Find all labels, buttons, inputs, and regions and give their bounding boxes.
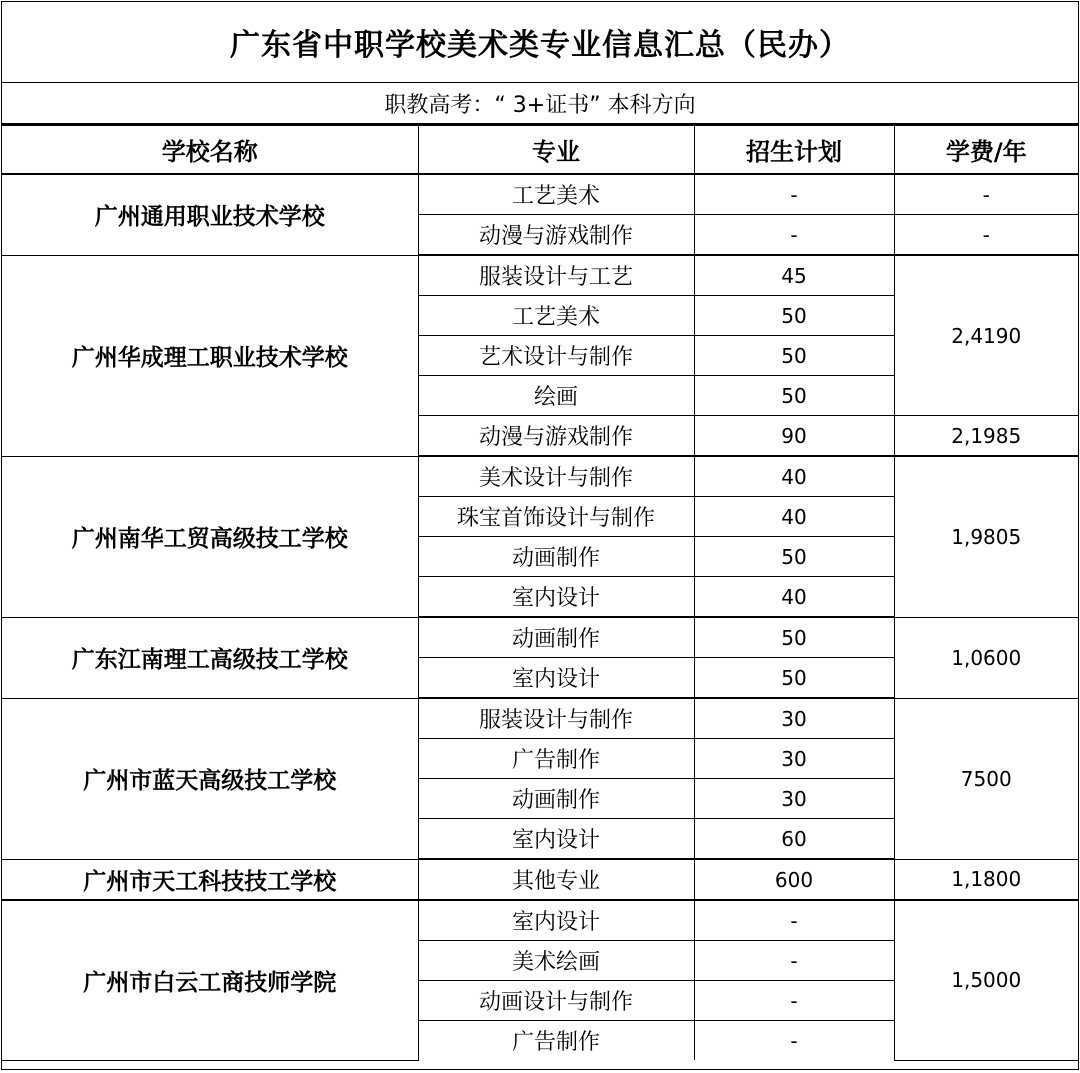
header-row bbox=[2, 126, 1078, 175]
plan-cell: 50 bbox=[694, 537, 894, 577]
plan-cell: - bbox=[694, 215, 894, 256]
major-cell: 广告制作 bbox=[418, 1021, 694, 1061]
fee-cell: 1,5000 bbox=[894, 900, 1078, 1060]
plan-cell: 600 bbox=[694, 859, 894, 900]
major-cell: 珠宝首饰设计与制作 bbox=[418, 497, 694, 537]
major-cell: 动漫与游戏制作 bbox=[418, 416, 694, 457]
major-cell: 室内设计 bbox=[418, 819, 694, 860]
school-name: 广州华成理工职业技术学校 bbox=[2, 255, 418, 456]
major-cell: 绘画 bbox=[418, 376, 694, 416]
major-cell: 美术设计与制作 bbox=[418, 456, 694, 497]
major-cell: 室内设计 bbox=[418, 577, 694, 618]
plan-cell: 50 bbox=[694, 658, 894, 699]
school-name: 广州通用职业技术学校 bbox=[2, 174, 418, 255]
summary-sheet bbox=[1, 1, 1079, 1070]
major-cell: 室内设计 bbox=[418, 900, 694, 941]
sheet-subtitle: 职教高考：“ 3+证书” 本科方向 bbox=[2, 83, 1078, 125]
plan-cell: 45 bbox=[694, 255, 894, 296]
plan-cell: - bbox=[694, 941, 894, 981]
school-name: 广东江南理工高级技工学校 bbox=[2, 617, 418, 698]
major-cell: 动画制作 bbox=[418, 779, 694, 819]
fee-cell: - bbox=[894, 174, 1078, 215]
major-cell: 服装设计与工艺 bbox=[418, 255, 694, 296]
table-row bbox=[2, 859, 1078, 900]
plan-cell: 50 bbox=[694, 376, 894, 416]
plan-cell: 40 bbox=[694, 577, 894, 618]
table-row bbox=[2, 617, 1078, 658]
plan-cell: 50 bbox=[694, 296, 894, 336]
major-cell: 工艺美术 bbox=[418, 174, 694, 215]
table-row bbox=[2, 255, 1078, 296]
major-cell: 动画制作 bbox=[418, 617, 694, 658]
major-cell: 室内设计 bbox=[418, 658, 694, 699]
plan-cell: 90 bbox=[694, 416, 894, 457]
plan-cell: 30 bbox=[694, 698, 894, 739]
major-cell: 动画制作 bbox=[418, 537, 694, 577]
major-cell: 工艺美术 bbox=[418, 296, 694, 336]
plan-cell: 40 bbox=[694, 456, 894, 497]
fee-cell: 2,4190 bbox=[894, 255, 1078, 416]
major-cell: 广告制作 bbox=[418, 739, 694, 779]
fee-cell: 2,1985 bbox=[894, 416, 1078, 457]
plan-cell: 30 bbox=[694, 739, 894, 779]
header-plan: 招生计划 bbox=[694, 126, 894, 175]
school-name: 广州南华工贸高级技工学校 bbox=[2, 456, 418, 617]
fee-cell: 1,9805 bbox=[894, 456, 1078, 617]
plan-cell: 60 bbox=[694, 819, 894, 860]
table-row bbox=[2, 698, 1078, 739]
header-fee: 学费/年 bbox=[894, 126, 1078, 175]
fee-cell: 1,0600 bbox=[894, 617, 1078, 698]
major-cell: 服装设计与制作 bbox=[418, 698, 694, 739]
table-row bbox=[2, 456, 1078, 497]
plan-cell: 50 bbox=[694, 617, 894, 658]
plan-cell: - bbox=[694, 900, 894, 941]
school-name: 广州市蓝天高级技工学校 bbox=[2, 698, 418, 859]
major-cell: 美术绘画 bbox=[418, 941, 694, 981]
school-table bbox=[2, 125, 1078, 1061]
table-row bbox=[2, 900, 1078, 941]
table-row bbox=[2, 174, 1078, 215]
major-cell: 其他专业 bbox=[418, 859, 694, 900]
school-name: 广州市天工科技技工学校 bbox=[2, 859, 418, 900]
major-cell: 艺术设计与制作 bbox=[418, 336, 694, 376]
sheet-title: 广东省中职学校美术类专业信息汇总（民办） bbox=[2, 2, 1078, 83]
major-cell: 动画设计与制作 bbox=[418, 981, 694, 1021]
plan-cell: 30 bbox=[694, 779, 894, 819]
plan-cell: - bbox=[694, 981, 894, 1021]
header-school: 学校名称 bbox=[2, 126, 418, 175]
fee-cell: 1,1800 bbox=[894, 859, 1078, 900]
plan-cell: - bbox=[694, 1021, 894, 1061]
plan-cell: 40 bbox=[694, 497, 894, 537]
major-cell: 动漫与游戏制作 bbox=[418, 215, 694, 256]
plan-cell: - bbox=[694, 174, 894, 215]
fee-cell: 7500 bbox=[894, 698, 1078, 859]
school-name: 广州市白云工商技师学院 bbox=[2, 900, 418, 1060]
fee-cell: - bbox=[894, 215, 1078, 256]
plan-cell: 50 bbox=[694, 336, 894, 376]
header-major: 专业 bbox=[418, 126, 694, 175]
